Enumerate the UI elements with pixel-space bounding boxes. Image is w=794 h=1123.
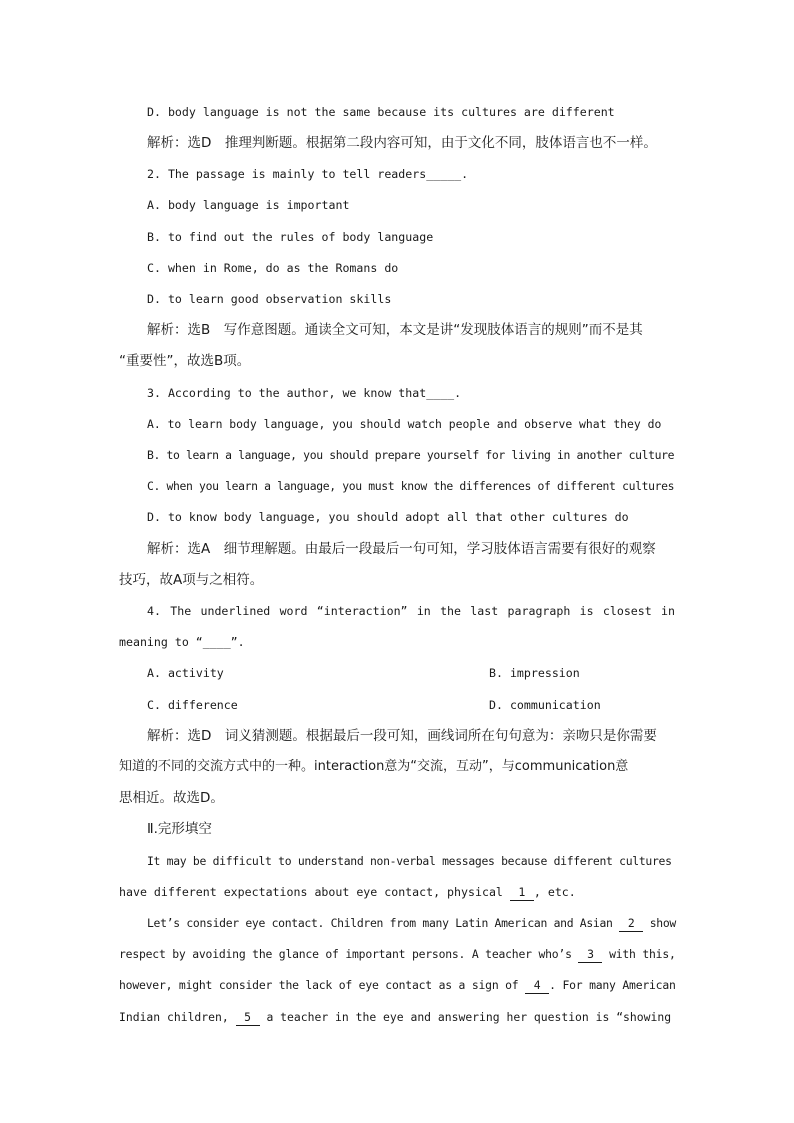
q2-option-d: D. to learn good observation skills <box>147 292 392 306</box>
q4-analysis-line2: 知道的不同的交流方式中的一种。interaction意为“交流，互动”，与communication意 <box>119 759 629 774</box>
q2-stem-text: 2. The passage is mainly to tell readers <box>147 167 427 181</box>
cloze-text: , etc. <box>533 885 576 899</box>
q3-option-a: A. to learn body language, you should watch people and observe what they do <box>147 417 662 431</box>
q4-options-row1 <box>119 665 675 681</box>
q3-analysis-line1: 解析：选A 细节理解题。由最后一段最后一句可知，学习肢体语言需要有很好的观察 <box>147 541 656 557</box>
cloze-text: Let’s consider eye contact. Children from many Latin American and Asian <box>147 916 613 930</box>
q4-stem-line1: 4. The underlined word “interaction” in the last paragraph is closest in <box>147 604 675 618</box>
cloze-p1-line1: It may be difficult to understand non-verbal messages because different cultures <box>147 854 672 868</box>
cloze-text: with this, <box>609 947 676 961</box>
cloze-text: Indian children, <box>119 1010 229 1024</box>
cloze-p2-line4 <box>119 1009 675 1026</box>
cloze-text: have different expectations about eye contact, physical <box>119 885 503 899</box>
q2-analysis-line1: 解析：选B 写作意图题。通读全文可知，本文是讲“发现肢体语言的规则”而不是其 <box>147 322 643 338</box>
cloze-p2-line1 <box>119 915 675 932</box>
q4-option-b: B. impression <box>489 666 580 680</box>
cloze-text: . For many American <box>549 978 676 992</box>
q4-options-row2 <box>119 697 675 713</box>
cloze-blank-3: 3 <box>578 946 602 963</box>
q4-analysis-line3: 思相近。故选D。 <box>119 790 224 806</box>
cloze-text: respect by avoiding the glance of important persons. A teacher who’s <box>119 947 572 961</box>
q4-option-d: D. communication <box>489 698 601 712</box>
q2-stem <box>119 166 675 182</box>
cloze-p1-line2 <box>119 884 675 901</box>
q2-option-a: A. body language is important <box>147 198 350 212</box>
q4-stem-line2: meaning to “____”. <box>119 635 245 649</box>
q3-option-b: B. to learn a language, you should prepare yourself for living in another culture <box>147 448 675 462</box>
cloze-text: show <box>649 916 676 930</box>
q2-analysis-line2: “重要性”，故选B项。 <box>119 353 251 369</box>
section-title: Ⅱ.完形填空 <box>147 821 212 837</box>
q1-analysis: 解析：选D 推理判断题。根据第二段内容可知，由于文化不同，肢体语言也不一样。 <box>147 135 657 151</box>
cloze-blank-1: 1 <box>510 884 534 901</box>
q4-analysis-line1: 解析：选D 词义猜测题。根据最后一段可知，画线词所在句句意为：亲吻只是你需要 <box>147 728 657 744</box>
q2-option-c: C. when in Rome, do as the Romans do <box>147 261 399 275</box>
cloze-p2-line2 <box>119 946 675 963</box>
q2-option-b: B. to find out the rules of body language <box>147 230 434 244</box>
q3-analysis-line2: 技巧，故A项与之相符。 <box>119 572 264 588</box>
q3-option-c: C. when you learn a language, you must know the differences of different cultures <box>147 479 675 493</box>
cloze-p2-line3 <box>119 977 675 994</box>
cloze-blank-5: 5 <box>236 1009 260 1026</box>
q1-option-d: D. body language is not the same because its cultures are different <box>147 105 615 119</box>
cloze-blank-4: 4 <box>525 977 549 994</box>
cloze-blank-2: 2 <box>619 915 643 932</box>
q3-stem: 3. According to the author, we know that____. <box>147 386 462 400</box>
cloze-text: however, might consider the lack of eye contact as a sign of <box>119 978 519 992</box>
q4-option-a: A. activity <box>147 666 224 680</box>
cloze-text: a teacher in the eye and answering her question is “showing <box>266 1010 672 1024</box>
q3-option-d: D. to know body language, you should adopt all that other cultures do <box>147 510 629 524</box>
q2-blank: _____ <box>426 167 462 181</box>
q2-stem-end: . <box>461 167 469 181</box>
q4-option-c: C. difference <box>147 698 238 712</box>
